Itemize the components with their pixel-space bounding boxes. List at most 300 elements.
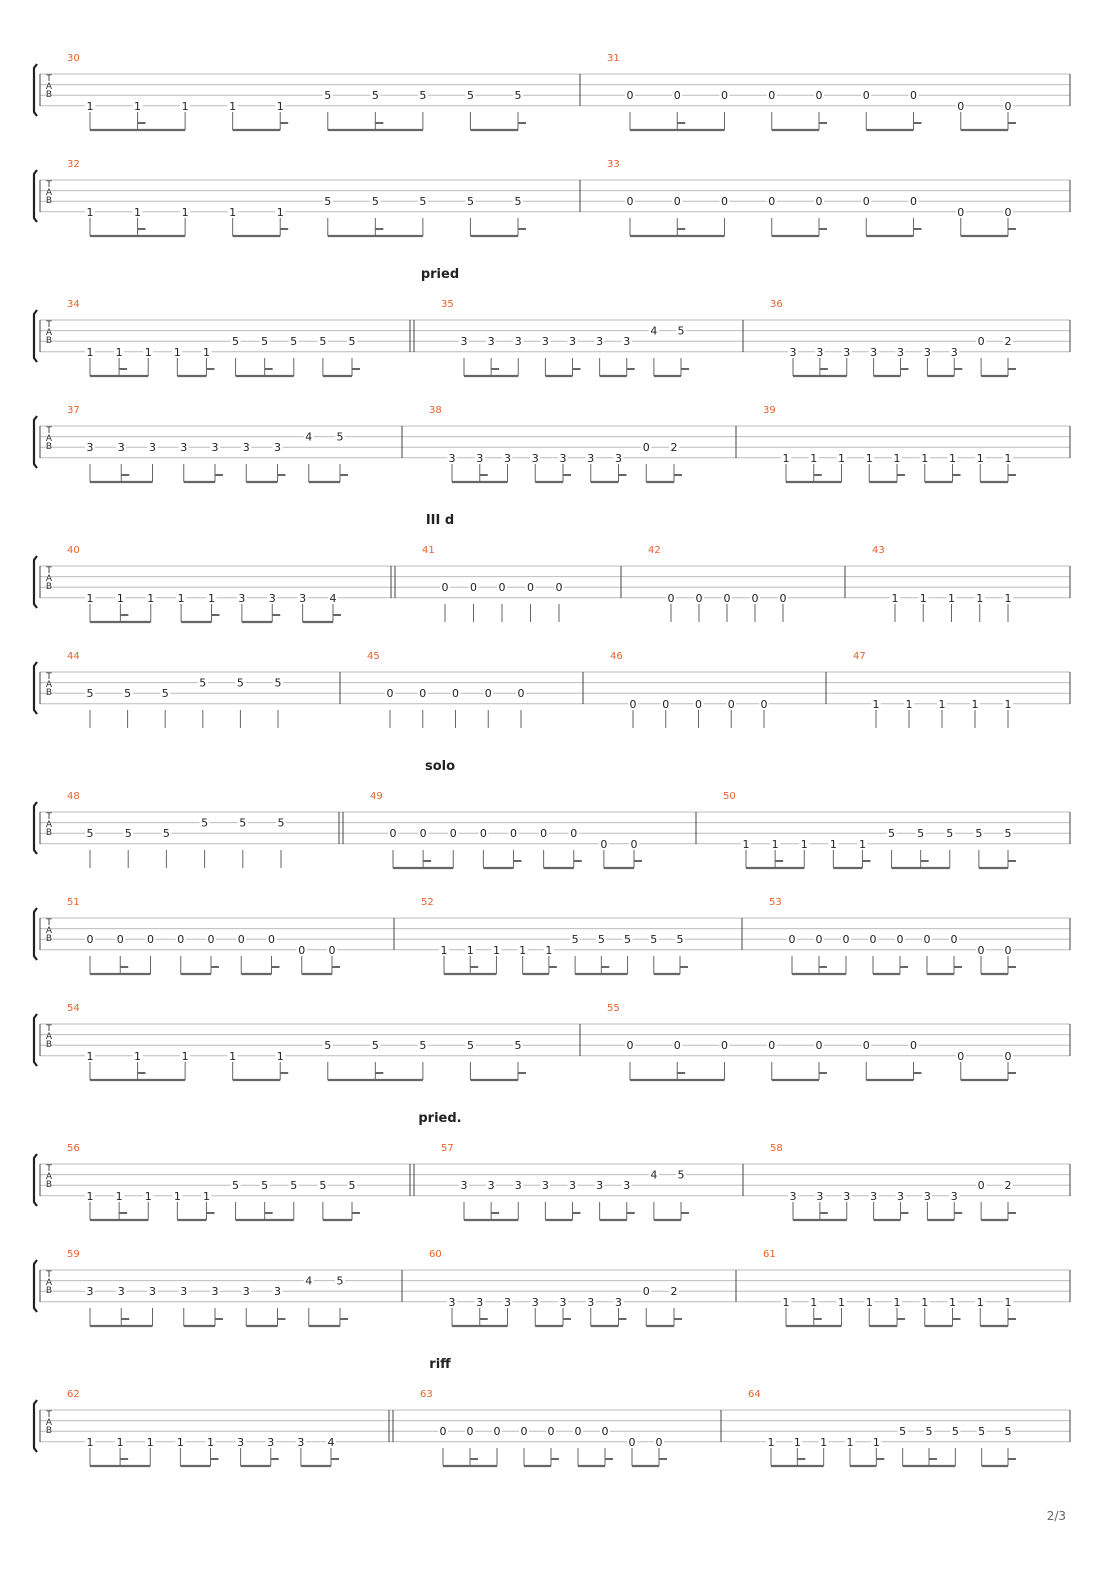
tab-clef-letter: B [45,1040,53,1050]
fret-number: 3 [623,1179,631,1193]
fret-number: 0 [667,591,675,605]
tab-clef-letter: T [46,180,52,190]
tab-clef-letter: B [45,442,53,452]
fret-number: 5 [336,1274,344,1288]
fret-number: 3 [923,1189,931,1203]
fret-number: 0 [298,943,306,957]
fret-number: 5 [261,335,269,349]
fret-number: 0 [527,581,534,595]
fret-number: 5 [277,816,285,830]
tab-clef-letter: T [46,426,52,436]
measure-number: 40 [67,545,80,556]
fret-number: 2 [1004,335,1012,349]
fret-number: 1 [846,1435,854,1449]
measure-number: 39 [763,405,776,416]
fret-number: 1 [229,1049,237,1063]
measure-number: 43 [872,545,885,556]
measure [429,405,736,482]
fret-number: 5 [925,1425,933,1439]
fret-number: 3 [487,335,495,349]
measure [763,1249,1070,1326]
measure-number: 61 [763,1249,776,1260]
tab-system [34,651,1070,728]
fret-number: 4 [305,1274,313,1288]
fret-number: 1 [144,345,152,359]
fret-number: 5 [514,1039,522,1053]
fret-number: 1 [949,451,956,465]
fret-number: 3 [569,335,576,349]
fret-number: 0 [869,933,877,947]
fret-number: 1 [767,1435,775,1449]
fret-number: 5 [348,1179,356,1193]
fret-number: 5 [466,1039,474,1053]
fret-number: 1 [134,1049,142,1063]
fret-number: 1 [276,99,284,113]
measure-number: 59 [67,1249,80,1260]
fret-number: 0 [862,195,870,209]
tab-clef-letter: B [45,1286,53,1296]
fret-number: 3 [86,441,94,455]
fret-number: 1 [872,1435,880,1449]
fret-number: 1 [86,205,94,219]
measure [67,791,343,868]
fret-number: 3 [587,1295,595,1309]
fret-number: 0 [629,697,637,711]
fret-number: 0 [642,441,650,455]
fret-number: 0 [910,195,917,209]
fret-number: 5 [888,827,896,841]
fret-number: 0 [570,827,578,841]
tab-clef-letter: T [46,1410,52,1420]
measure-number: 57 [441,1143,454,1154]
fret-number: 3 [514,1179,522,1193]
page-number: 2/3 [1046,1509,1066,1523]
fret-number: 1 [921,451,929,465]
system-bracket [34,1260,37,1312]
fret-number: 0 [520,1425,528,1439]
fret-number: 3 [870,1189,878,1203]
fret-number: 0 [449,827,457,841]
fret-number: 3 [476,1295,484,1309]
tab-system [34,1111,1070,1220]
measure-number: 63 [420,1389,433,1400]
fret-number: 3 [870,345,878,359]
fret-number: 0 [237,933,245,947]
section-label: III d [425,513,455,528]
fret-number: 3 [789,345,797,359]
fret-number: 1 [971,697,979,711]
tab-system [34,53,1070,130]
tab-clef-letter: A [45,1032,53,1042]
fret-number: 1 [810,451,818,465]
fret-number: 3 [460,1179,468,1193]
fret-number: 5 [86,687,94,701]
measure-number: 47 [853,651,866,662]
fret-number: 3 [504,451,511,465]
measure-number: 44 [67,651,80,662]
fret-number: 5 [978,1425,986,1439]
fret-number: 3 [596,335,604,349]
fret-number: 3 [531,1295,539,1309]
fret-number: 5 [201,816,209,830]
fret-number: 1 [207,1435,214,1449]
fret-number: 3 [180,1285,188,1299]
tab-system [34,513,1070,622]
fret-number: 1 [86,1049,94,1063]
fret-number: 0 [626,89,634,103]
tab-system [34,897,1070,974]
measure [67,651,340,728]
fret-number: 0 [630,837,638,851]
fret-number: 4 [650,1168,658,1182]
fret-number: 3 [843,1189,851,1203]
measure-number: 31 [607,53,620,64]
fret-number: 0 [328,943,336,957]
fret-number: 3 [242,441,250,455]
tab-clef-letter: A [45,1278,53,1288]
measure-number: 53 [769,897,782,908]
tab-system [34,759,1070,868]
measure [67,1249,402,1326]
measure-number: 45 [367,651,380,662]
fret-number: 1 [519,943,527,957]
fret-number: 1 [229,205,237,219]
fret-number: 1 [181,1049,189,1063]
tab-clef-letter: A [45,188,53,198]
measure [67,299,414,376]
fret-number: 5 [514,89,522,103]
fret-number: 1 [820,1435,828,1449]
tab-clef-letter: T [46,1270,52,1280]
measure-number: 50 [723,791,736,802]
fret-number: 5 [236,676,244,690]
fret-number: 3 [816,1189,824,1203]
fret-number: 1 [134,99,142,113]
measure [770,299,1070,376]
tab-clef-letter: B [45,1426,53,1436]
fret-number: 0 [574,1425,582,1439]
fret-number: 0 [470,581,477,595]
fret-number: 3 [238,591,246,605]
fret-number: 1 [181,205,189,219]
tab-clef-letter: B [45,336,53,346]
fret-number: 0 [498,581,506,595]
measure-number: 38 [429,405,442,416]
fret-number: 1 [865,451,873,465]
fret-number: 0 [452,687,459,701]
tab-system [34,405,1070,482]
fret-number: 3 [297,1435,305,1449]
fret-number: 3 [923,345,931,359]
measure [67,545,395,622]
fret-number: 3 [615,1295,622,1309]
fret-number: 0 [419,827,427,841]
fret-number: 3 [559,1295,567,1309]
fret-number: 3 [180,441,188,455]
fret-number: 1 [147,591,155,605]
fret-number: 0 [626,195,634,209]
fret-number: 0 [600,837,608,851]
fret-number: 0 [147,933,154,947]
fret-number: 0 [1004,205,1012,219]
fret-number: 1 [466,943,474,957]
tab-clef-letter: T [46,320,52,330]
measure [67,159,580,236]
fret-number: 0 [466,1425,474,1439]
measure-number: 62 [67,1389,80,1400]
fret-number: 0 [441,581,449,595]
system-bracket [34,1154,37,1206]
measure-number: 54 [67,1003,80,1014]
fret-number: 1 [891,591,899,605]
tab-clef-letter: B [45,934,53,944]
fret-number: 1 [208,591,215,605]
system-bracket [34,64,37,116]
fret-number: 5 [124,827,132,841]
fret-number: 2 [1004,1179,1012,1193]
fret-number: 1 [1004,697,1012,711]
measure [67,405,402,482]
tab-clef-letter: A [45,328,53,338]
fret-number: 0 [977,1179,985,1193]
fret-number: 0 [1004,99,1012,113]
fret-number: 0 [177,933,185,947]
fret-number: 0 [788,933,796,947]
fret-number: 0 [723,591,731,605]
fret-number: 3 [117,1285,125,1299]
tab-clef-letter: B [45,196,53,206]
fret-number: 3 [487,1179,495,1193]
tab-clef-letter: A [45,680,53,690]
measure-number: 52 [421,897,434,908]
fret-number: 5 [371,1039,379,1053]
fret-number: 0 [815,933,823,947]
fret-number: 3 [615,451,622,465]
fret-number: 0 [555,581,563,595]
measure-number: 46 [610,651,623,662]
fret-number: 1 [202,345,210,359]
fret-number: 5 [466,89,474,103]
fret-number: 3 [514,335,522,349]
fret-number: 3 [242,1285,250,1299]
fret-number: 0 [673,1039,681,1053]
measure-number: 58 [770,1143,783,1154]
fret-number: 1 [800,837,808,851]
fret-number: 5 [261,1179,269,1193]
fret-number: 1 [176,1435,184,1449]
measure [67,897,394,974]
fret-number: 0 [815,89,823,103]
fret-number: 0 [910,89,917,103]
tab-clef-letter: B [45,90,53,100]
measure-number: 37 [67,405,80,416]
fret-number: 5 [597,933,605,947]
fret-number: 1 [86,345,94,359]
fret-number: 4 [305,430,313,444]
fret-number: 0 [957,99,965,113]
fret-number: 5 [624,933,632,947]
fret-number: 1 [782,451,790,465]
fret-number: 0 [760,697,768,711]
measure [421,897,742,974]
fret-number: 1 [173,345,181,359]
fret-number: 1 [134,205,142,219]
fret-number: 3 [559,451,567,465]
fret-number: 0 [439,1425,447,1439]
fret-number: 1 [1004,591,1012,605]
fret-number: 3 [950,345,958,359]
fret-number: 1 [938,697,946,711]
measure [748,1389,1070,1466]
fret-number: 0 [779,591,787,605]
fret-number: 5 [371,89,379,103]
tab-clef-letter: A [45,1418,53,1428]
section-label: solo [424,759,456,774]
fret-number: 0 [896,933,904,947]
system-bracket [34,1400,37,1452]
fret-number: 4 [327,1435,335,1449]
fret-number: 0 [751,591,759,605]
fret-number: 0 [673,89,681,103]
tab-clef-letter: T [46,812,52,822]
fret-number: 0 [721,89,728,103]
fret-number: 0 [655,1435,663,1449]
fret-number: 3 [268,591,276,605]
fret-number: 5 [324,89,332,103]
fret-number: 0 [540,827,548,841]
tab-clef-letter: B [45,1180,53,1190]
fret-number: 4 [650,324,658,338]
fret-number: 5 [232,1179,240,1193]
measure [853,651,1070,728]
fret-number: 1 [545,943,553,957]
fret-number: 1 [440,943,448,957]
fret-number: 5 [86,827,94,841]
measure-number: 42 [648,545,661,556]
measure [441,299,743,376]
fret-number: 1 [893,1295,901,1309]
measure-number: 41 [422,545,435,556]
fret-number: 3 [460,335,468,349]
fret-number: 0 [419,687,427,701]
tab-clef-letter: B [45,828,53,838]
fret-number: 1 [115,1189,123,1203]
measure-number: 51 [67,897,80,908]
fret-number: 0 [642,1285,650,1299]
fret-number: 5 [162,827,170,841]
fret-number: 0 [977,335,985,349]
fret-number: 5 [239,816,247,830]
measure [607,159,1070,236]
measure [367,651,583,728]
fret-number: 0 [923,933,931,947]
fret-number: 5 [348,335,356,349]
fret-number: 0 [547,1425,555,1439]
fret-number: 4 [329,591,337,605]
measure-number: 32 [67,159,80,170]
fret-number: 1 [202,1189,210,1203]
fret-number: 5 [419,195,427,209]
fret-number: 0 [626,1039,634,1053]
fret-number: 0 [695,697,702,711]
fret-number: 1 [771,837,779,851]
measure [648,545,845,622]
measure-number: 60 [429,1249,442,1260]
tab-clef-letter: B [45,688,53,698]
section-label: pried [420,267,460,282]
fret-number: 0 [484,687,492,701]
measure-number: 35 [441,299,454,310]
fret-number: 5 [336,430,344,444]
system-bracket [34,170,37,222]
fret-number: 0 [950,933,958,947]
fret-number: 3 [476,451,484,465]
system-bracket [34,556,37,608]
measure-number: 64 [748,1389,761,1400]
fret-number: 0 [386,687,394,701]
tab-clef-letter: T [46,918,52,928]
tab-system [34,267,1070,376]
fret-number: 1 [838,451,845,465]
fret-number: 3 [117,441,125,455]
fret-number: 0 [862,89,870,103]
tab-system [34,1003,1070,1080]
fret-number: 5 [466,195,474,209]
fret-number: 2 [670,1285,678,1299]
fret-number: 0 [86,933,94,947]
fret-number: 1 [115,345,123,359]
fret-number: 3 [531,451,539,465]
fret-number: 1 [492,943,500,957]
fret-number: 0 [479,827,487,841]
tab-clef-letter: A [45,926,53,936]
fret-number: 1 [782,1295,790,1309]
fret-number: 0 [510,827,517,841]
fret-number: 0 [1004,943,1012,957]
measure-number: 49 [370,791,383,802]
fret-number: 5 [319,335,327,349]
fret-number: 1 [1004,1295,1012,1309]
fret-number: 3 [541,1179,549,1193]
fret-number: 0 [815,195,823,209]
system-bracket [34,908,37,960]
fret-number: 1 [742,837,750,851]
fret-number: 0 [662,697,670,711]
measure [607,1003,1070,1080]
fret-number: 0 [628,1435,636,1449]
measure [67,1003,580,1080]
fret-number: 1 [86,1435,94,1449]
tab-clef-letter: T [46,1024,52,1034]
fret-number: 3 [267,1435,275,1449]
fret-number: 1 [144,1189,152,1203]
fret-number: 1 [116,1435,124,1449]
fret-number: 0 [673,195,681,209]
fret-number: 3 [897,345,904,359]
fret-number: 1 [116,591,124,605]
fret-number: 1 [872,697,880,711]
tab-clef-letter: T [46,566,52,576]
fret-number: 1 [858,837,866,851]
fret-number: 1 [276,205,284,219]
tab-system [34,1249,1070,1326]
fret-number: 0 [721,1039,728,1053]
fret-number: 5 [419,1039,427,1053]
fret-number: 5 [319,1179,327,1193]
measure [770,1143,1070,1220]
fret-number: 5 [946,827,954,841]
system-bracket [34,416,37,468]
